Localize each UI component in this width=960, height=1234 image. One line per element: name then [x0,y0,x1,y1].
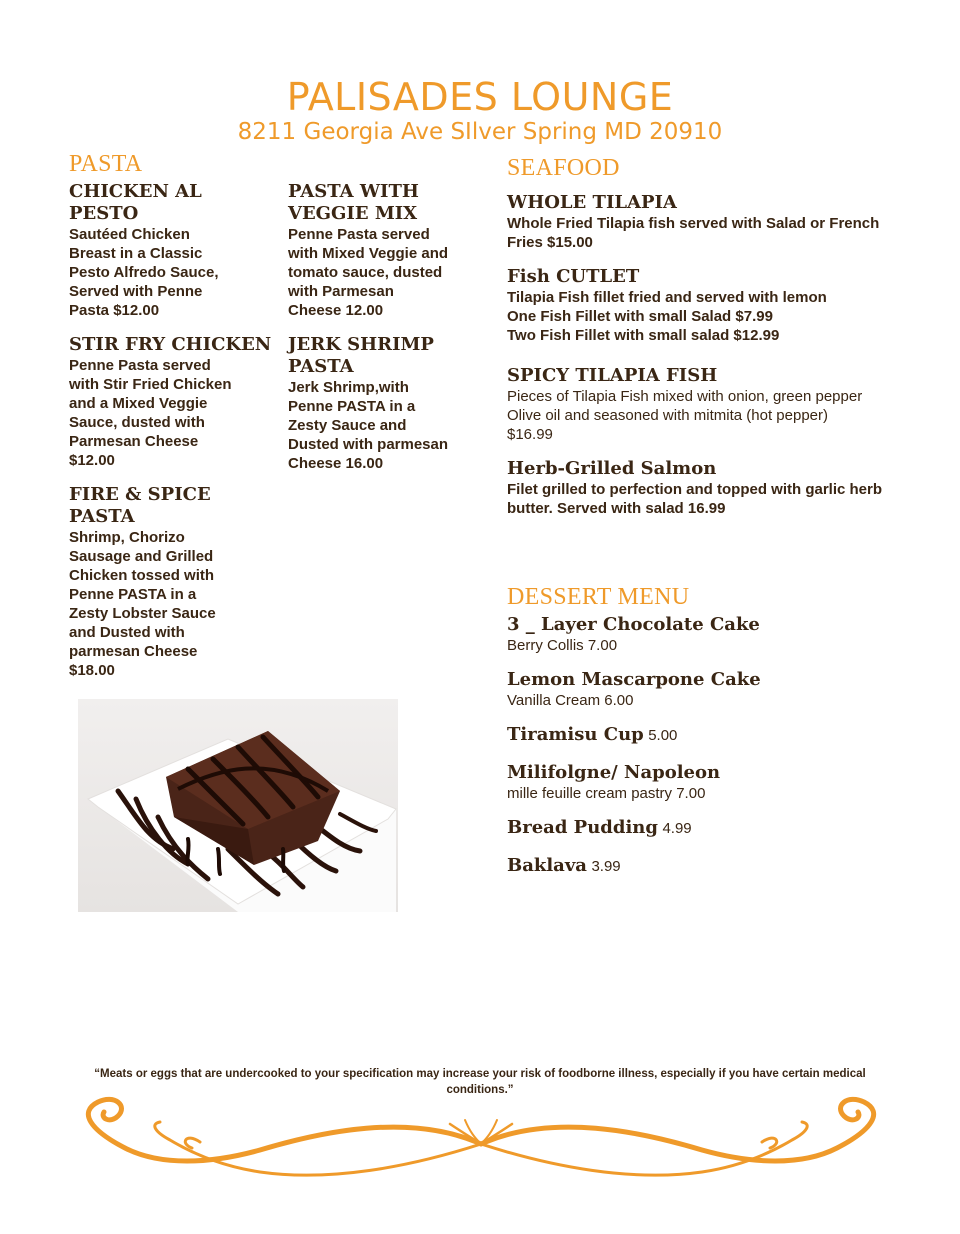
menu-item [69,334,274,470]
food-safety-disclaimer: “Meats or eggs that are undercooked to your specification may increase your risk of foodborne illness, especially if you have certain medical conditions.” [94,1068,866,1096]
menu-item [507,458,907,518]
dessert-price: 3.99 [591,858,621,875]
menu-item [507,266,907,345]
menu-item [288,334,488,473]
chocolate-cake-image [78,699,398,912]
seafood-column [507,192,907,532]
chocolate-cake-photo [78,699,398,912]
item-name: WHOLE TILAPIA [507,192,677,213]
dessert-name: Bread Pudding [507,817,658,838]
menu-item [288,181,488,320]
dessert-item [507,614,907,655]
item-description: Pieces of Tilapia Fish mixed with onion, green pepper Olive oil and seasoned with mitmita (hot pepper) $16.99 [507,388,863,443]
restaurant-address: 8211 Georgia Ave SIlver Spring MD 20910 [237,119,723,145]
pasta-column-2 [288,181,488,487]
menu-header [0,74,960,146]
dessert-price: 4.99 [662,820,692,837]
item-description: Tilapia Fish fillet fried and served with lemon One Fish Fillet with small Salad $7.99 Two Fish Fillet with small salad $12.99 [507,289,827,344]
menu-item [507,365,907,444]
dessert-name: Lemon Mascarpone Cake [507,669,761,690]
dessert-price: 5.00 [648,727,678,744]
item-name: CHICKEN AL PESTO [69,181,202,224]
item-name: FIRE & SPICE PASTA [69,484,211,527]
dessert-item [507,817,907,839]
restaurant-title: PALISADES LOUNGE [286,75,674,119]
dessert-item [507,762,907,803]
dessert-item [507,855,907,877]
item-description: Penne Pasta served with Mixed Veggie and tomato sauce, dusted with Parmesan Cheese 12.00 [288,226,449,319]
item-name: Fish CUTLET [507,266,640,287]
pasta-section-title: PASTA [69,151,143,177]
dessert-description: mille feuille cream pastry 7.00 [507,785,706,802]
dessert-name: Milifolgne/ Napoleon [507,762,721,783]
dessert-section-title: DESSERT MENU [507,584,690,610]
item-name: JERK SHRIMP PASTA [288,334,434,377]
item-name: PASTA WITH VEGGIE MIX [288,181,419,224]
dessert-item [507,724,907,746]
menu-item [69,484,274,680]
dessert-column [507,614,907,891]
seafood-section-title: SEAFOOD [507,155,620,181]
dessert-name: Tiramisu Cup [507,724,644,745]
item-description: Sautéed Chicken Breast in a Classic Pesto Alfredo Sauce, Served with Penne Pasta $12.00 [69,226,219,319]
item-description: Penne Pasta served with Stir Fried Chicken and a Mixed Veggie Sauce, dusted with Parmesan Cheese $12.00 [69,357,232,469]
item-name: Herb-Grilled Salmon [507,458,717,479]
menu-item [69,181,274,320]
menu-item [507,192,907,252]
pasta-column-1 [69,181,274,694]
item-name: SPICY TILAPIA FISH [507,365,718,386]
dessert-name: 3 _ Layer Chocolate Cake [507,614,760,635]
dessert-name: Baklava [507,855,587,876]
decorative-flourish [70,1092,892,1192]
dessert-description: Vanilla Cream 6.00 [507,692,634,709]
item-description: Filet grilled to perfection and topped with garlic herb butter. Served with salad 16.99 [507,481,883,517]
item-description: Whole Fried Tilapia fish served with Salad or French Fries $15.00 [507,215,880,251]
item-name: STIR FRY CHICKEN [69,334,272,355]
dessert-description: Berry Collis 7.00 [507,637,618,654]
item-description: Jerk Shrimp,with Penne PASTA in a Zesty Sauce and Dusted with parmesan Cheese 16.00 [288,379,449,472]
dessert-item [507,669,907,710]
item-description: Shrimp, Chorizo Sausage and Grilled Chicken tossed with Penne PASTA in a Zesty Lobster Sauce and Dusted with parmesan Cheese $18.00 [69,529,216,679]
